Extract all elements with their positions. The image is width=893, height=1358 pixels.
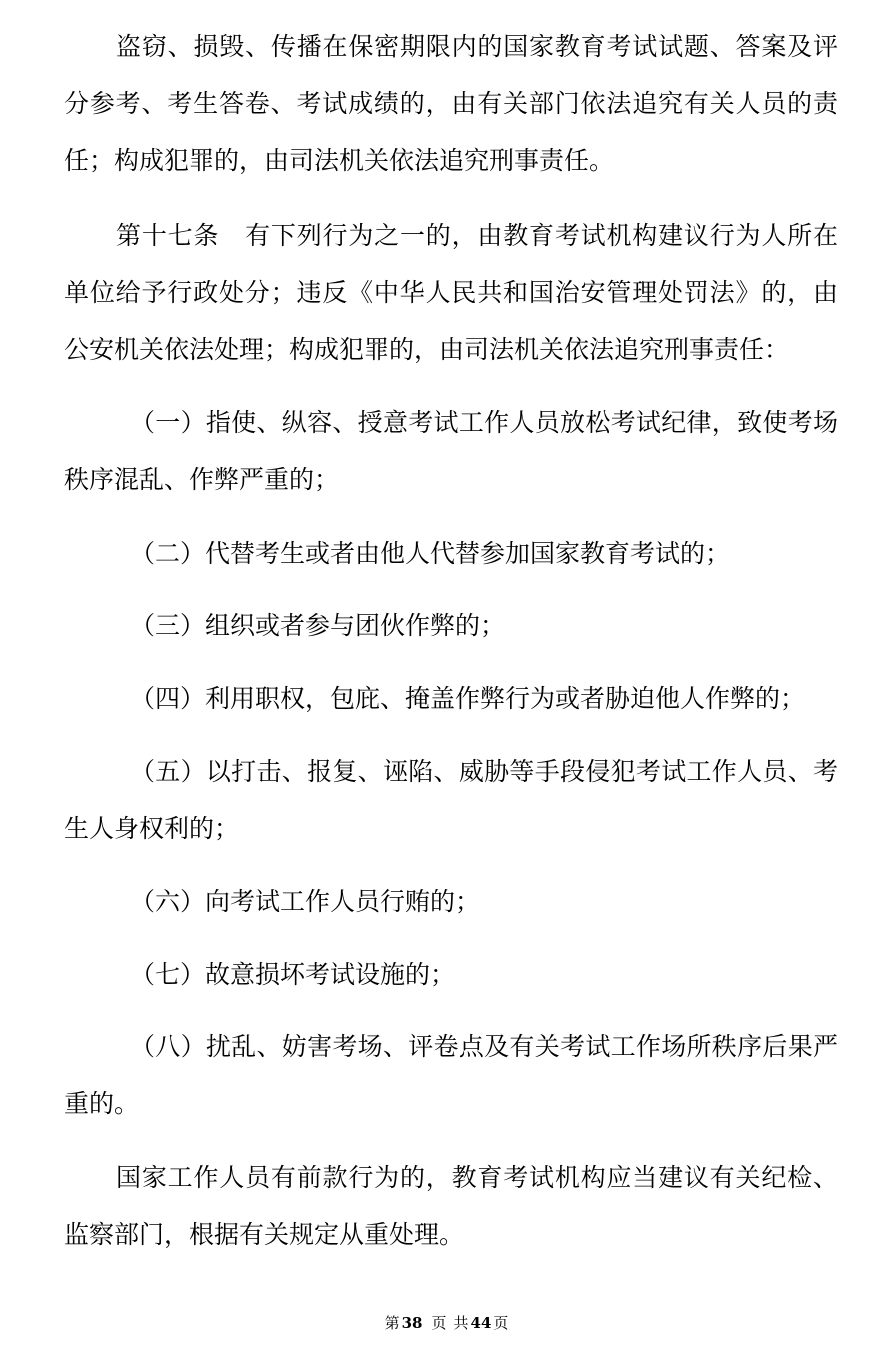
current-page-number: 38	[401, 1314, 423, 1332]
list-item-8: （八）扰乱、妨害考场、评卷点及有关考试工作场所秩序后果严重的。	[64, 1032, 838, 1118]
paragraph-article-17: 第十七条 有下列行为之一的，由教育考试机构建议行为人所在单位给予行政处分；违反《中华人民共和国治安管理处罚法》的，由公安机关依法处理；构成犯罪的，由司法机关依法追究刑事责任：	[64, 221, 838, 364]
list-item-2: （二）代替考生或者由他人代替参加国家教育考试的；	[130, 539, 731, 568]
list-item-5: （五）以打击、报复、诬陷、威胁等手段侵犯考试工作人员、考生人身权利的；	[64, 757, 838, 843]
list-item-7: （七）故意损坏考试设施的；	[130, 960, 456, 989]
page-footer	[0, 1311, 893, 1335]
footer-total-word: 共	[453, 1314, 469, 1332]
footer-prefix: 第	[384, 1314, 400, 1332]
total-pages-number: 44	[470, 1314, 492, 1332]
list-item-3: （三）组织或者参与团伙作弊的；	[130, 611, 506, 640]
list-item-4: （四）利用职权，包庇、掩盖作弊行为或者胁迫他人作弊的；	[130, 684, 806, 713]
list-item-6: （六）向考试工作人员行贿的；	[130, 887, 481, 916]
paragraph-state-employees: 国家工作人员有前款行为的，教育考试机构应当建议有关纪检、监察部门，根据有关规定从重处理。	[64, 1163, 838, 1249]
footer-page-word: 页	[431, 1314, 447, 1332]
footer-suffix: 页	[493, 1314, 509, 1332]
list-item-1: （一）指使、纵容、授意考试工作人员放松考试纪律，致使考场秩序混乱、作弊严重的；	[64, 408, 838, 494]
paragraph-theft-exam-materials: 盗窃、损毁、传播在保密期限内的国家教育考试试题、答案及评分参考、考生答卷、考试成绩的，由有关部门依法追究有关人员的责任；构成犯罪的，由司法机关依法追究刑事责任。	[64, 32, 838, 175]
